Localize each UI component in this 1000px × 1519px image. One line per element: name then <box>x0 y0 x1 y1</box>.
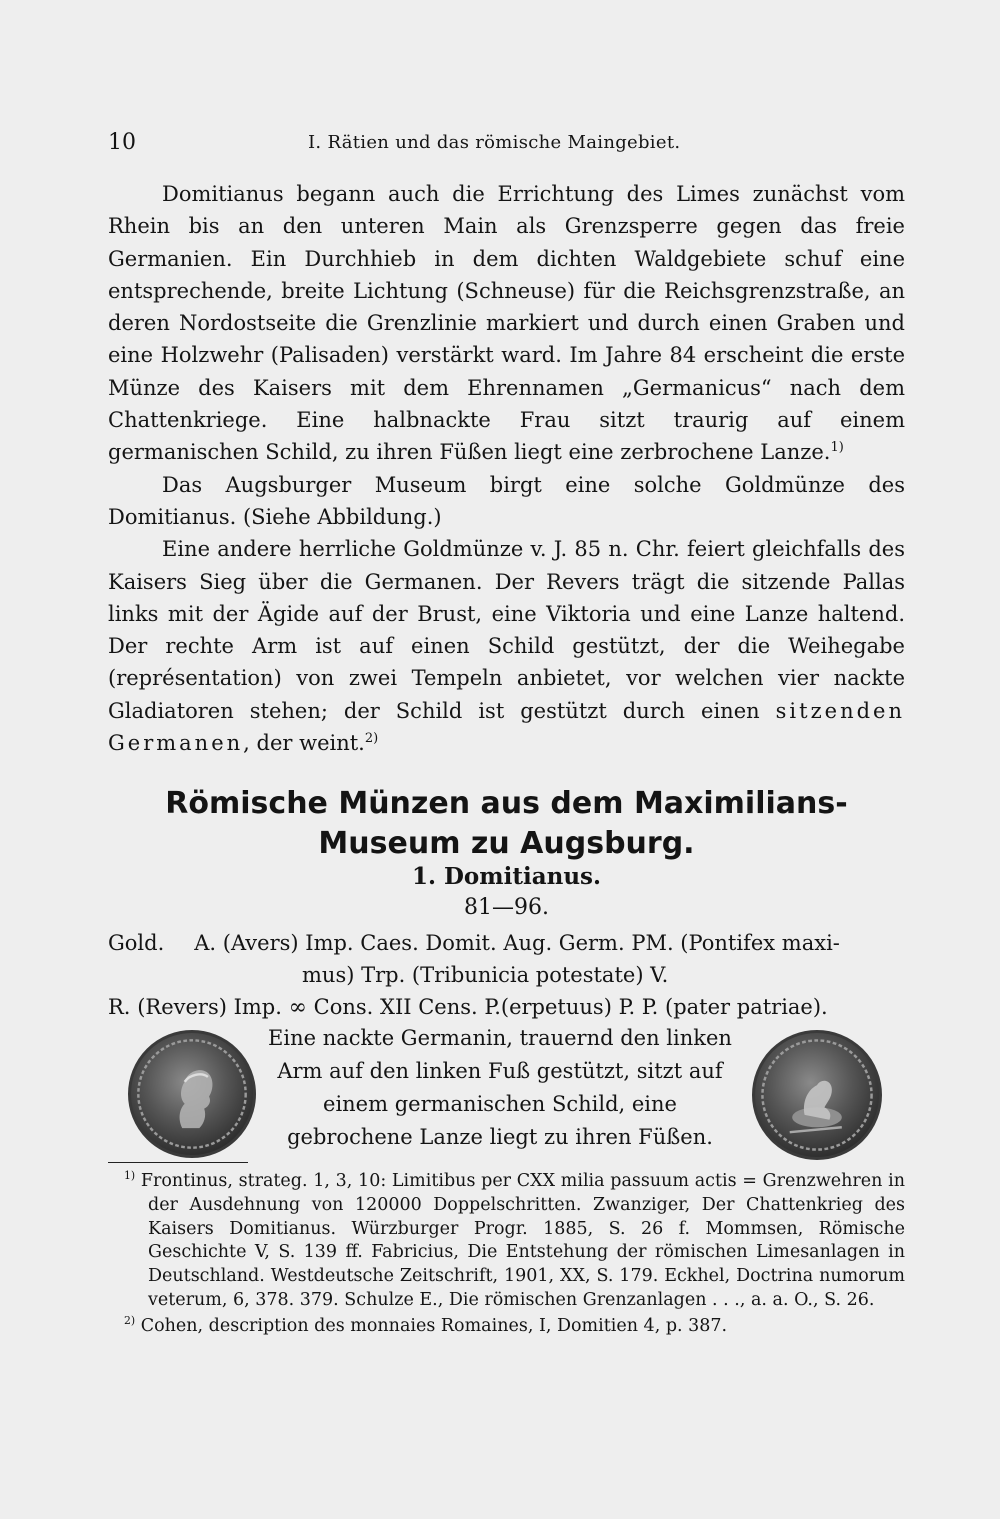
footnote <box>108 1315 905 1339</box>
coin-obverse-image <box>128 1030 256 1158</box>
paragraph-text: Eine andere herrliche Goldmünze v. J. 85 n. Chr. feiert gleichfalls des Kaisers Sieg über die Germanen. Der Revers trägt die sitzende Pallas links mit der Ägide auf der Brust, eine Viktoria und eine Lanze haltend. Der rechte Arm ist auf einen Schild gestützt, der die Weihegabe (représentation) von zwei Tempeln anbietet, vor welchen vier nackte Gladiatoren stehen; der Schild ist gestützt durch einen <box>108 537 905 723</box>
obverse-line <box>108 927 908 959</box>
reverse-legend-b: Cons. XII Cens. P.(erpetuus) P. P. (pater patriae). <box>313 995 828 1019</box>
paragraph: Das Augsburger Museum birgt eine solche Goldmünze des Domitianus. (Siehe Abbildung.) <box>108 472 905 529</box>
coin-description: Eine nackte Germanin, trauernd den linken Arm auf den linken Fuß gestützt, sitzt auf einem germanischen Schild, eine gebrochene Lanze liegt zu ihren Füßen. <box>268 1026 732 1149</box>
footnote-mark: 1) <box>124 1169 136 1183</box>
footnote-text: Frontinus, strateg. 1, 3, 10: Limitibus per CXX milia passuum actis = Grenzwehren in der Ausdehnung von 120000 Doppelschritten. Zwanziger, Der Chattenkrieg des Kaisers Domitianus. Würzburger Progr. 1885, S. 26 f. Mommsen, Römische Geschichte V, S. 139 ff. Fabricius, Die Entstehung der römischen Limesanlagen in Deutschland. Westdeutsche Zeitschrift, 1901, XX, S. 179. Eckhel, Doctrina numorum veterum, 6, 378. 379. Schulze E., Die römischen Grenzanlagen . . ., a. a. O., S. 26. <box>140 1171 905 1310</box>
obverse-line-continued: mus) Trp. (Tribunicia potestate) V. <box>302 963 669 987</box>
reverse-legend-a: (Revers) Imp. <box>137 995 282 1019</box>
obverse-legend: (Avers) Imp. Caes. Domit. Aug. Germ. PM. (Pontifex maxi- <box>222 931 840 955</box>
date-range: 81—96. <box>464 895 549 920</box>
footnote-mark: 2) <box>124 1313 136 1327</box>
metal-label: Gold. <box>108 931 165 955</box>
running-title: I. Rätien und das römische Maingebiet. <box>308 132 681 153</box>
obverse-label: A. <box>194 931 217 955</box>
page-number: 10 <box>108 130 136 155</box>
footnotes <box>108 1170 905 1341</box>
reverse-line <box>108 991 908 1024</box>
emperor-portrait-icon <box>131 1033 253 1155</box>
footnote-text: Cohen, description des monnaies Romaines, I, Domitien 4, p. 387. <box>140 1315 728 1336</box>
footnote-ref: 1) <box>830 440 844 456</box>
coin-catalog-entry <box>108 927 908 1024</box>
infinity-symbol: ∞ <box>288 995 307 1020</box>
body-text <box>108 178 905 759</box>
paragraph <box>108 178 905 469</box>
footnote-ref: 2) <box>364 731 379 747</box>
paragraph <box>108 533 905 759</box>
coin-reverse-image <box>752 1030 882 1160</box>
page-header <box>108 130 908 160</box>
subsection-title: 1. Domitianus. <box>411 863 602 890</box>
spaced-emphasis: sitzenden Germanen <box>108 698 905 756</box>
reverse-label: R. <box>108 995 131 1019</box>
section-title: Römische Münzen aus dem Maximilians-Museum zu Augsburg. <box>165 786 848 861</box>
footnote-separator <box>108 1162 248 1163</box>
paragraph-text: Domitianus begann auch die Errichtung des Limes zunächst vom Rhein bis an den unteren Main als Grenzsperre gegen das freie Germanien. Ein Durchhieb in dem dichten Waldgebiete schuf eine entsprechende, breite Lichtung (Schneuse) für die Reichsgrenzstraße, an deren Nordostseite die Grenzlinie markiert und durch einen Graben und eine Holzwehr (Palisaden) verstärkt ward. Im Jahre 84 erscheint die erste Münze des Kaisers mit dem Ehrennamen „Germanicus“ nach dem Chattenkriege. Eine halbnackte Frau sitzt traurig auf einem germanischen Schild, zu ihren Füßen liegt eine zerbrochene Lanze. <box>108 182 905 465</box>
paragraph-text: , der weint. <box>243 731 365 756</box>
footnote <box>108 1170 905 1313</box>
seated-figure-icon <box>755 1033 879 1157</box>
